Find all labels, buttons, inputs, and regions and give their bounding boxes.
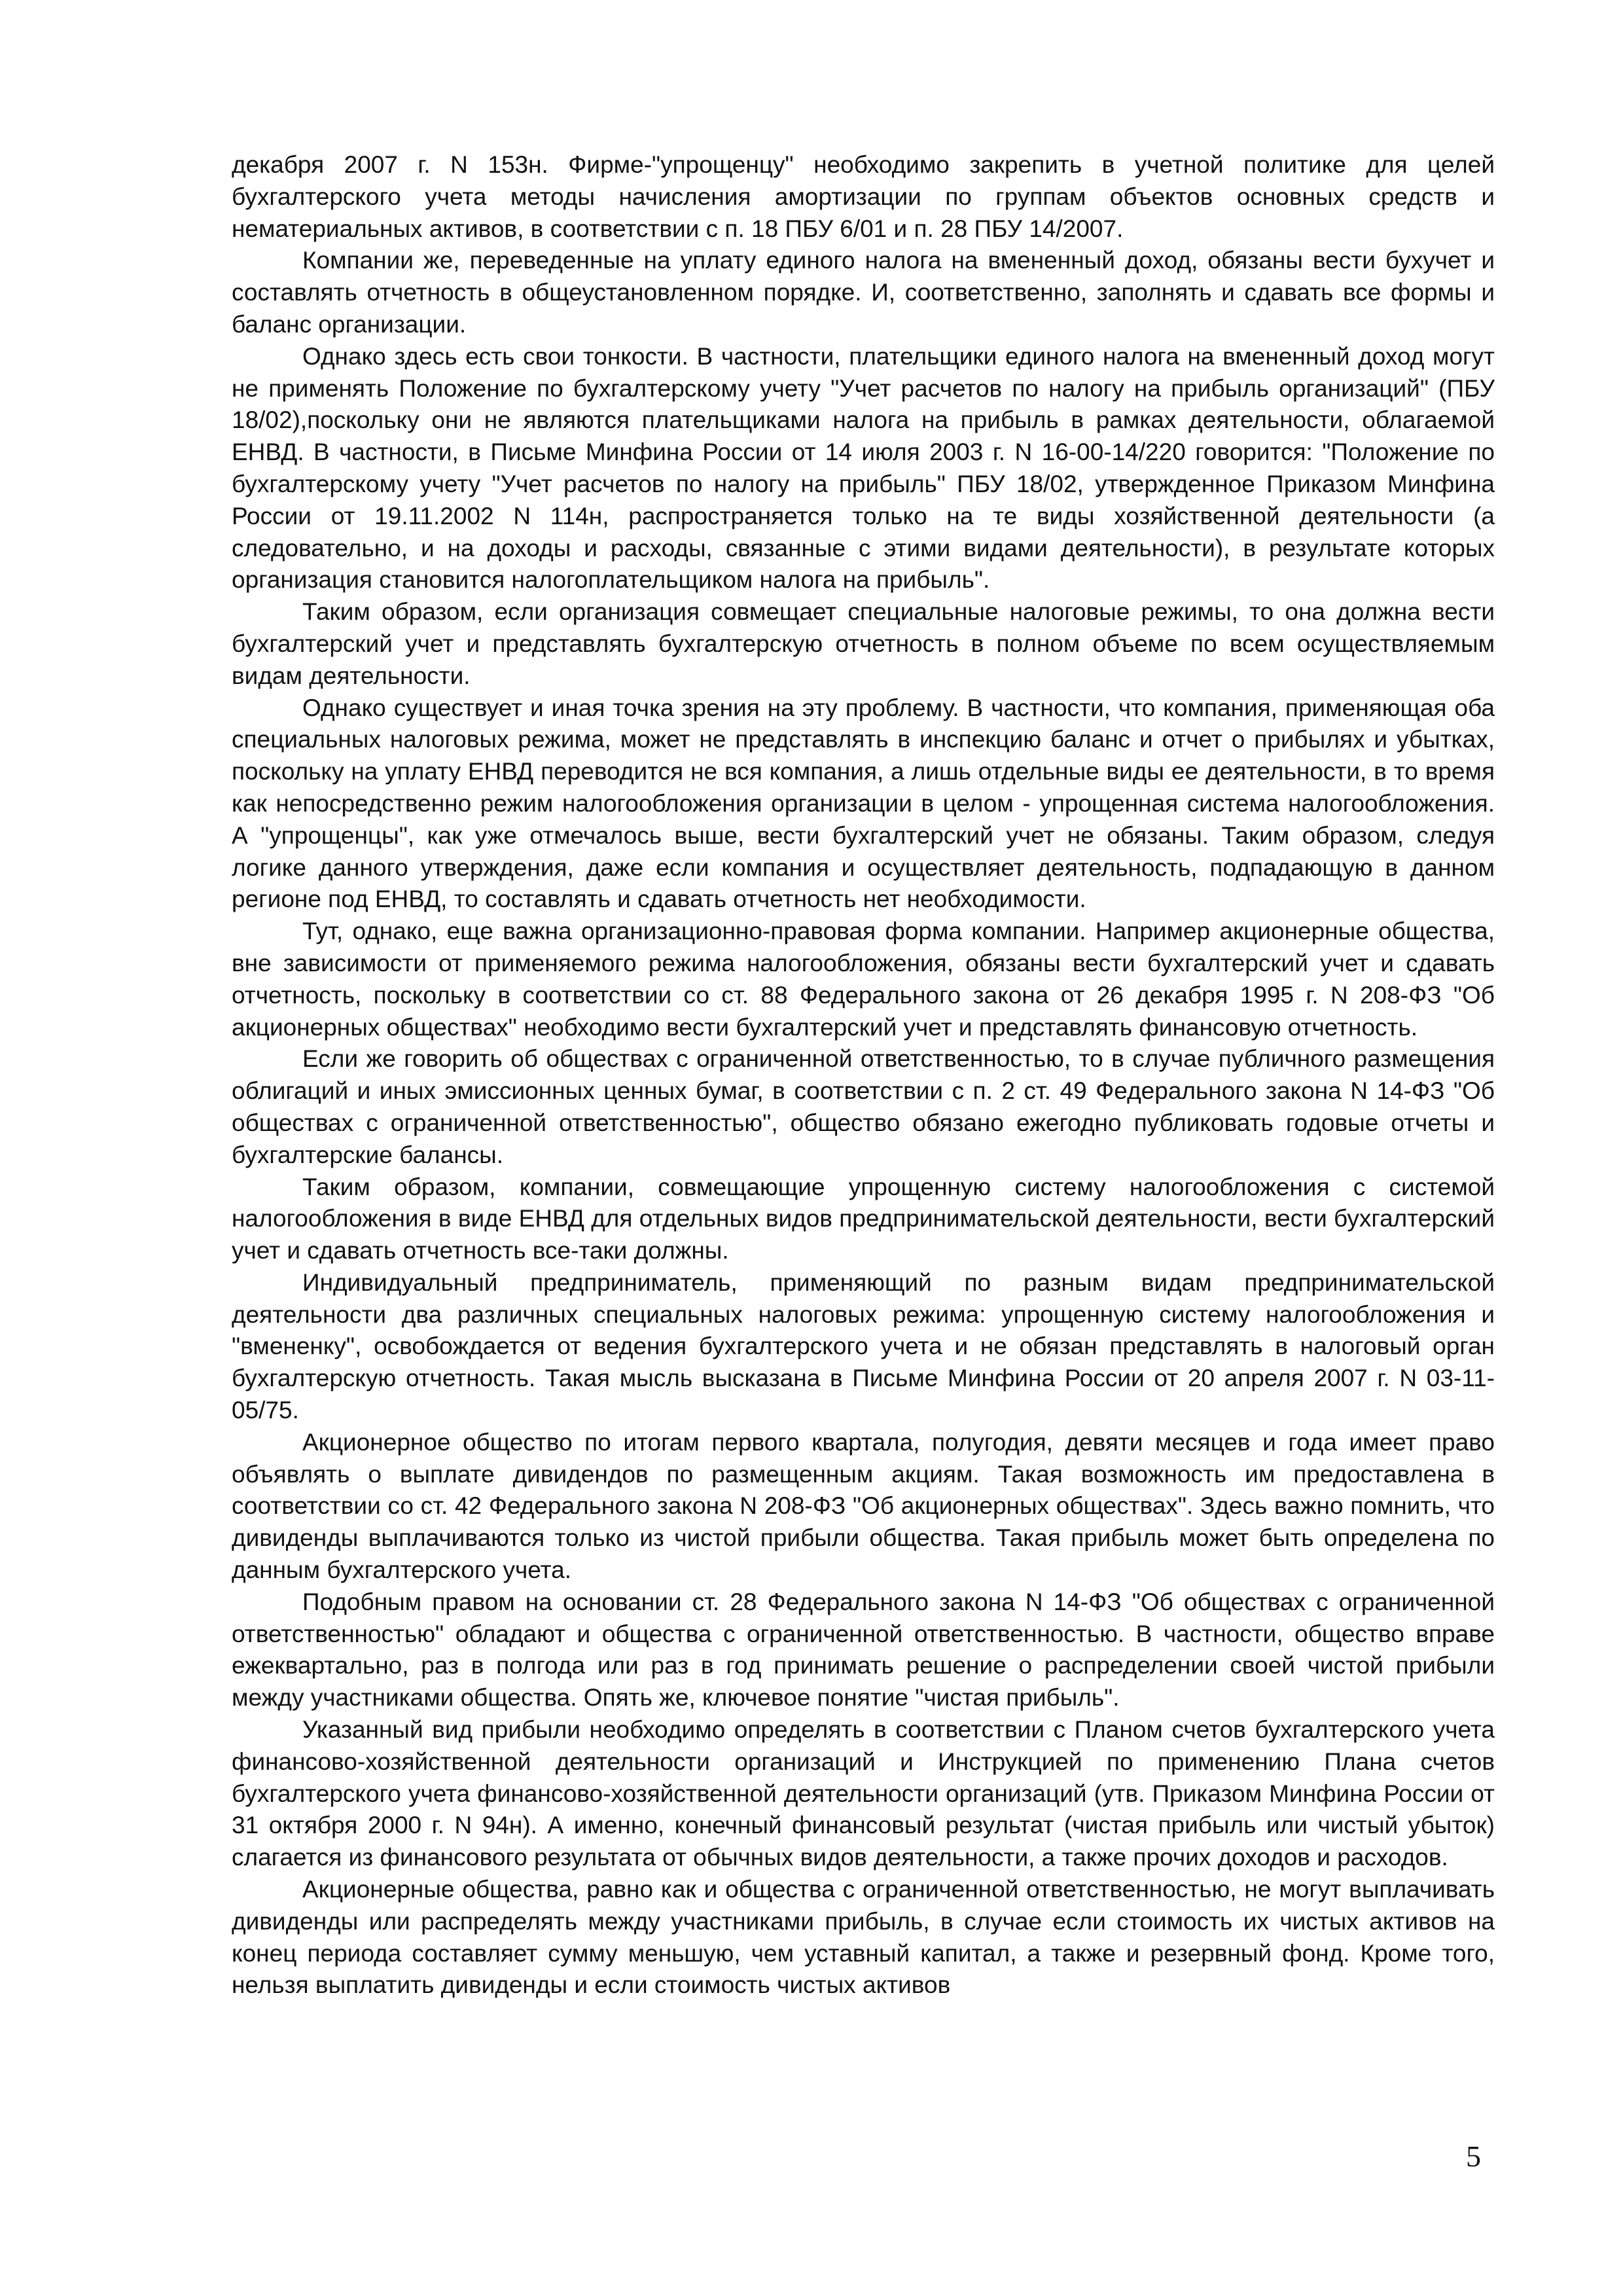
paragraph: Индивидуальный предприниматель, применяющий по разным видам предпринимательской деятельности два различных специальных налоговых режима: упрощенную систему налогообложения и "вмененку", освобождается от ведения бухгалтерского учета и не обязан представлять в налоговый орган бухгалтерскую отчетность. Такая мысль высказана в Письме Минфина России от 20 апреля 2007 г. N 03-11-05/75. [232, 1268, 1495, 1424]
paragraph: Акционерное общество по итогам первого квартала, полугодия, девяти месяцев и года имеет право объявлять о выплате дивидендов по размещенным акциям. Такая возможность им предоставлена в соответствии со ст. 42 Федерального закона N 208-ФЗ "Об акционерных обществах". Здесь важно помнить, что дивиденды выплачиваются только из чистой прибыли общества. Такая прибыль может быть определена по данным бухгалтерского учета. [232, 1428, 1495, 1584]
paragraph: Однако здесь есть свои тонкости. В частности, плательщики единого налога на вмененный доход могут не применять Положение по бухгалтерскому учету "Учет расчетов по налогу на прибыль организаций" (ПБУ 18/02),поскольку они не являются плательщиками налога на прибыль в рамках деятельности, облагаемой ЕНВД. В частности, в Письме Минфина России от 14 июля 2003 г. N 16-00-14/220 говорится: "Положение по бухгалтерскому учету "Учет расчетов по налогу на прибыль" ПБУ 18/02, утвержденное Приказом Минфина России от 19.11.2002 N 114н, распространяется только на те виды хозяйственной деятельности (а следовательно, и на доходы и расходы, связанные с этими видами деятельности), в результате которых организация становится налогоплательщиком налога на прибыль". [232, 342, 1495, 594]
paragraph: Компании же, переведенные на уплату единого налога на вмененный доход, обязаны вести бухучет и составлять отчетность в общеустановленном порядке. И, соответственно, заполнять и сдавать все формы и баланс организации. [232, 247, 1495, 338]
paragraph: Тут, однако, еще важна организационно-правовая форма компании. Например акционерные общества, вне зависимости от применяемого режима налогообложения, обязаны вести бухгалтерский учет и сдавать отчетность, поскольку в соответствии со ст. 88 Федерального закона от 26 декабря 1995 г. N 208-ФЗ "Об акционерных обществах" необходимо вести бухгалтерский учет и представлять финансовую отчетность. [232, 918, 1495, 1041]
page-number: 5 [1466, 2140, 1481, 2173]
paragraph: Акционерные общества, равно как и общества с ограниченной ответственностью, не могут выплачивать дивиденды или распределять между участниками прибыль, в случае если стоимость их чистых активов на конец периода составляет сумму меньшую, чем уставный капитал, а также и резервный фонд. Кроме того, нельзя выплатить дивиденды и если стоимость чистых активов [232, 1876, 1495, 1999]
paragraph: Таким образом, если организация совмещает специальные налоговые режимы, то она должна вести бухгалтерский учет и представлять бухгалтерскую отчетность в полном объеме по всем осуществляемым видам деятельности. [232, 598, 1495, 689]
paragraph: Таким образом, компании, совмещающие упрощенную систему налогообложения с системой налогообложения в виде ЕНВД для отдельных видов предпринимательской деятельности, вести бухгалтерский учет и сдавать отчетность все-таки должны. [232, 1173, 1495, 1265]
body-text [232, 149, 1495, 2001]
paragraph: Подобным правом на основании ст. 28 Федерального закона N 14-ФЗ "Об обществах с ограниченной ответственностью" обладают и общества с ограниченной ответственностью. В частности, общество вправе ежеквартально, раз в полгода или раз в год принимать решение о распределении своей чистой прибыли между участниками общества. Опять же, ключевое понятие "чистая прибыль". [232, 1588, 1495, 1712]
paragraph: Однако существует и иная точка зрения на эту проблему. В частности, что компания, применяющая оба специальных налоговых режима, может не представлять в инспекцию баланс и отчет о прибылях и убытках, поскольку на уплату ЕНВД переводится не вся компания, а лишь отдельные виды ее деятельности, в то время как непосредственно режим налогообложения организации в целом - упрощенная система налогообложения. А "упрощенцы", как уже отмечалось выше, вести бухгалтерский учет не обязаны. Таким образом, следуя логике данного утверждения, даже если компания и осуществляет деятельность, подпадающую в данном регионе под ЕНВД, то составлять и сдавать отчетность нет необходимости. [232, 694, 1495, 913]
paragraph-continuation: декабря 2007 г. N 153н. Фирме-"упрощенцу" необходимо закрепить в учетной политике для целей бухгалтерского учета методы начисления амортизации по группам объектов основных средств и нематериальных активов, в соответствии с п. 18 ПБУ 6/01 и п. 28 ПБУ 14/2007. [232, 151, 1495, 242]
paragraph: Указанный вид прибыли необходимо определять в соответствии с Планом счетов бухгалтерского учета финансово-хозяйственной деятельности организаций и Инструкцией по применению Плана счетов бухгалтерского учета финансово-хозяйственной деятельности организаций (утв. Приказом Минфина России от 31 октября 2000 г. N 94н). А именно, конечный финансовый результат (чистая прибыль или чистый убыток) слагается из финансового результата от обычных видов деятельности, а также прочих доходов и расходов. [232, 1716, 1495, 1871]
paragraph: Если же говорить об обществах с ограниченной ответственностью, то в случае публичного размещения облигаций и иных эмиссионных ценных бумаг, в соответствии с п. 2 ст. 49 Федерального закона N 14-ФЗ "Об обществах с ограниченной ответственностью", общество обязано ежегодно публиковать годовые отчеты и бухгалтерские балансы. [232, 1045, 1495, 1168]
